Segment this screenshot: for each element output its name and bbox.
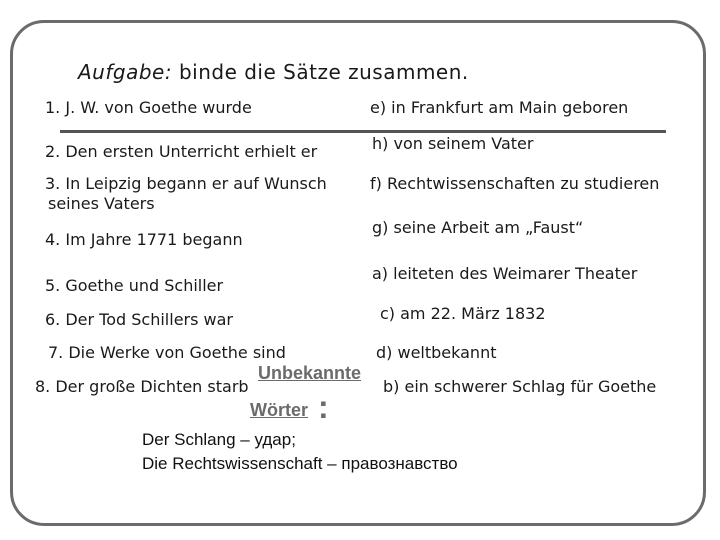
title-divider: [60, 130, 666, 133]
title-instruction: binde die Sätze zusammen.: [178, 60, 469, 84]
right-item-d: d) weltbekannt: [376, 343, 497, 362]
right-item-b: b) ein schwerer Schlag für Goethe: [383, 377, 657, 396]
vocab-item-1: Der Schlang – удар;: [142, 430, 296, 449]
left-item-6: 6. Der Tod Schillers war: [45, 310, 234, 329]
left-item-7: 7. Die Werke von Goethe sind: [48, 343, 286, 362]
right-item-e: e) in Frankfurt am Main geboren: [370, 98, 629, 117]
left-item-5: 5. Goethe und Schiller: [45, 276, 224, 295]
slide-title: [78, 60, 469, 84]
unknown-words-label: Unbekannte: [258, 363, 362, 383]
left-item-4: 4. Im Jahre 1771 begann: [45, 230, 243, 249]
right-item-c: c) am 22. März 1832: [380, 304, 546, 323]
words-colon: :: [318, 389, 329, 425]
left-item-3: 3. In Leipzig begann er auf Wunsch: [45, 174, 327, 193]
words-label: Wörter: [250, 400, 308, 420]
right-item-g: g) seine Arbeit am „Faust“: [372, 218, 584, 237]
title-task-label: Aufgabe:: [78, 60, 173, 84]
vocab-item-2: Die Rechtswissenschaft – правознавство: [142, 454, 458, 473]
left-item-3-cont: seines Vaters: [48, 194, 155, 213]
right-item-h: h) von seinem Vater: [372, 134, 534, 153]
left-item-1: 1. J. W. von Goethe wurde: [45, 98, 252, 117]
right-item-a: a) leiteten des Weimarer Theater: [372, 264, 638, 283]
left-item-2: 2. Den ersten Unterricht erhielt er: [45, 142, 318, 161]
left-item-8: 8. Der große Dichten starb: [35, 377, 249, 396]
right-item-f: f) Rechtwissenschaften zu studieren: [370, 174, 660, 193]
